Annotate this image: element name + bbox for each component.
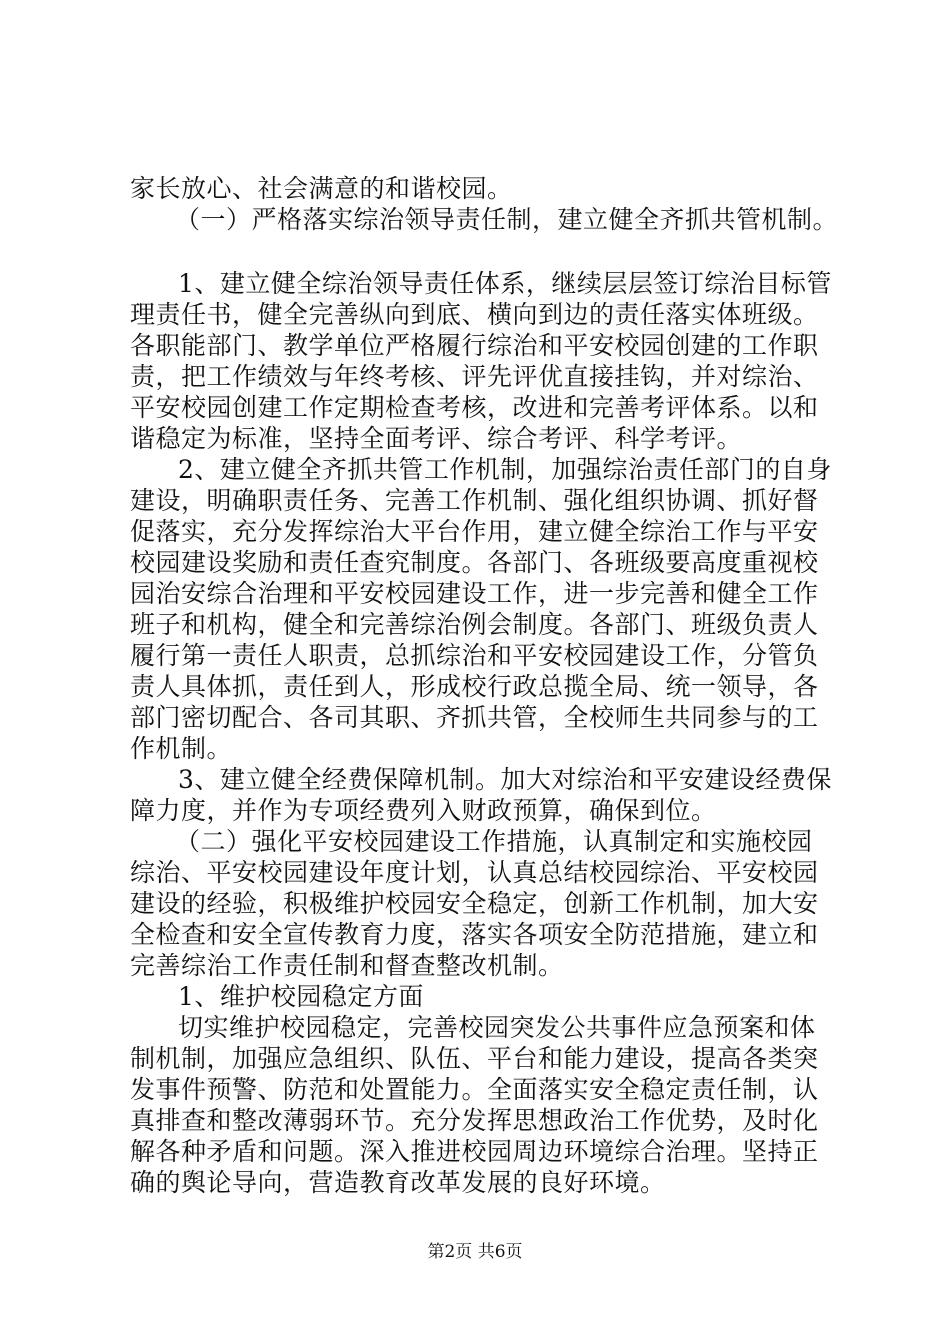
text-line-6: 责，把工作绩效与年终考核、评先评优直接挂钩，并对综治、 (130, 362, 819, 391)
text-line-18: 作机制。 (130, 734, 233, 763)
text-line-12: 校园建设奖励和责任查究制度。各部门、各班级要高度重视校 (130, 548, 819, 577)
text-line-5: 各职能部门、教学单位严格履行综治和平安校园创建的工作职 (130, 331, 819, 360)
text-line-23: 建设的经验，积极维护校园安全稳定，创新工作机制，加大安 (130, 889, 819, 918)
text-line-3: 1、建立健全综治领导责任体系，继续层层签订综治目标管 (178, 269, 832, 298)
text-line-10: 建设，明确职责任务、完善工作机制、强化组织协调、抓好督 (130, 486, 819, 515)
text-line-4: 理责任书，健全完善纵向到底、横向到边的责任落实体班级。 (130, 300, 819, 329)
text-line-27: 切实维护校园稳定，完善校园突发公共事件应急预案和体 (178, 1013, 816, 1042)
text-line-7: 平安校园创建工作定期检查考核，改进和完善考评体系。以和 (130, 393, 819, 422)
text-line-22: 综治、平安校园建设年度计划，认真总结校园综治、平安校园 (130, 858, 819, 887)
text-line-1: 家长放心、社会满意的和谐校园。 (130, 174, 513, 203)
text-line-31: 解各种矛盾和问题。深入推进校园周边环境综合治理。坚持正 (130, 1137, 819, 1166)
text-line-14: 班子和机构，健全和完善综治例会制度。各部门、班级负责人 (130, 610, 819, 639)
section-heading-1: （一）严格落实综治领导责任制，建立健全齐抓共管机制。 (175, 205, 839, 234)
text-line-32: 确的舆论导向，营造教育改革发展的良好环境。 (130, 1168, 666, 1197)
text-line-15: 履行第一责任人职责，总抓综治和平安校园建设工作，分管负 (130, 641, 819, 670)
text-line-29: 发事件预警、防范和处置能力。全面落实安全稳定责任制，认 (130, 1075, 819, 1104)
text-line-19: 3、建立健全经费保障机制。加大对综治和平安建设经费保 (178, 765, 832, 794)
text-line-9: 2、建立健全齐抓共管工作机制，加强综治责任部门的自身 (178, 455, 832, 484)
section-heading-2: （二）强化平安校园建设工作措施，认真制定和实施校园 (175, 827, 813, 856)
text-line-28: 制机制，加强应急组织、队伍、平台和能力建设，提高各类突 (130, 1044, 819, 1073)
text-line-8: 谐稳定为标准，坚持全面考评、综合考评、科学考评。 (130, 424, 743, 453)
text-line-13: 园治安综合治理和平安校园建设工作，进一步完善和健全工作 (130, 579, 819, 608)
text-line-24: 全检查和安全宣传教育力度，落实各项安全防范措施，建立和 (130, 920, 819, 949)
text-line-11: 促落实，充分发挥综治大平台作用，建立健全综治工作与平安 (130, 517, 819, 546)
text-line-17: 部门密切配合、各司其职、齐抓共管，全校师生共同参与的工 (130, 703, 819, 732)
subsection-heading: 1、维护校园稳定方面 (178, 982, 424, 1011)
text-line-16: 责人具体抓，责任到人，形成校行政总揽全局、统一领导，各 (130, 672, 819, 701)
text-line-30: 真排查和整改薄弱环节。充分发挥思想政治工作优势，及时化 (130, 1106, 819, 1135)
text-line-25: 完善综治工作责任制和督查整改机制。 (130, 951, 564, 980)
text-line-20: 障力度，并作为专项经费列入财政预算，确保到位。 (130, 796, 717, 825)
page-number-footer: 第2页 共6页 (427, 1242, 523, 1262)
